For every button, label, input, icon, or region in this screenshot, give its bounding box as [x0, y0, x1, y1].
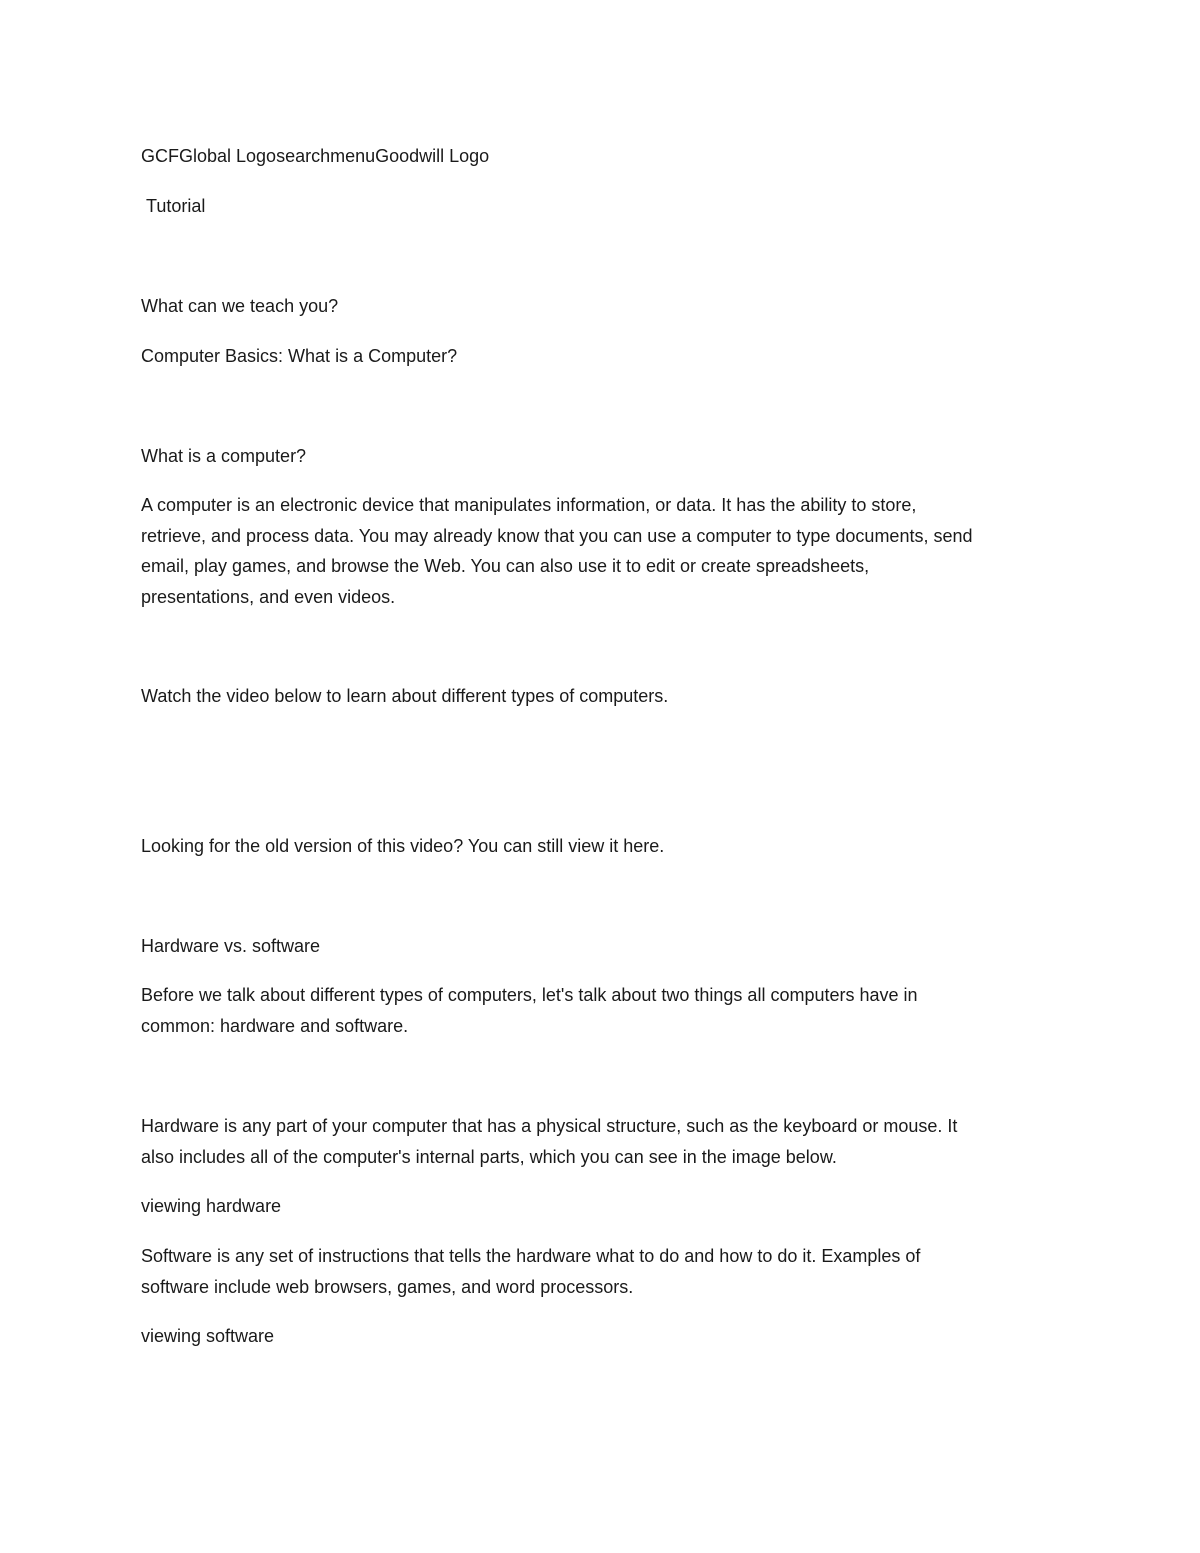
- paragraph-line: also includes all of the computer's internal parts, which you can see in the image below.: [141, 1146, 837, 1167]
- paragraph-line: presentations, and even videos.: [141, 586, 396, 607]
- what-is-computer-paragraph: [141, 490, 1066, 612]
- tutorial-label: Tutorial: [146, 196, 206, 216]
- software-paragraph: [141, 1241, 1066, 1302]
- section-heading-hardware-software: Hardware vs. software: [141, 936, 321, 956]
- paragraph-line: A computer is an electronic device that manipulates information, or data. It has the ability to store,: [141, 495, 917, 515]
- paragraph-line: Before we talk about different types of computers, let's talk about two things all computers have in: [141, 985, 918, 1005]
- hardware-image-alt-text: viewing hardware: [141, 1196, 282, 1216]
- hardware-paragraph: [141, 1111, 1066, 1172]
- teach-prompt: What can we teach you?: [141, 296, 339, 316]
- video-intro-text: Watch the video below to learn about different types of computers.: [141, 686, 669, 706]
- paragraph-line: Hardware is any part of your computer that has a physical structure, such as the keyboard or mouse. It: [141, 1116, 958, 1136]
- old-version-link-text[interactable]: Looking for the old version of this video? You can still view it here.: [141, 836, 665, 856]
- paragraph-line: software include web browsers, games, and word processors.: [141, 1276, 634, 1297]
- paragraph-line: common: hardware and software.: [141, 1015, 409, 1036]
- paragraph-line: Software is any set of instructions that tells the hardware what to do and how to do it. Examples of: [141, 1246, 921, 1266]
- section-heading-what-is-computer: What is a computer?: [141, 446, 307, 466]
- paragraph-line: retrieve, and process data. You may already know that you can use a computer to type documents, send: [141, 525, 973, 546]
- page-title: Computer Basics: What is a Computer?: [141, 346, 458, 366]
- header-logo-line: GCFGlobal LogosearchmenuGoodwill Logo: [141, 146, 490, 166]
- software-image-alt-text: viewing software: [141, 1326, 275, 1346]
- hw-sw-intro-paragraph: [141, 980, 1066, 1041]
- paragraph-line: email, play games, and browse the Web. You can also use it to edit or create spreadsheets,: [141, 556, 870, 576]
